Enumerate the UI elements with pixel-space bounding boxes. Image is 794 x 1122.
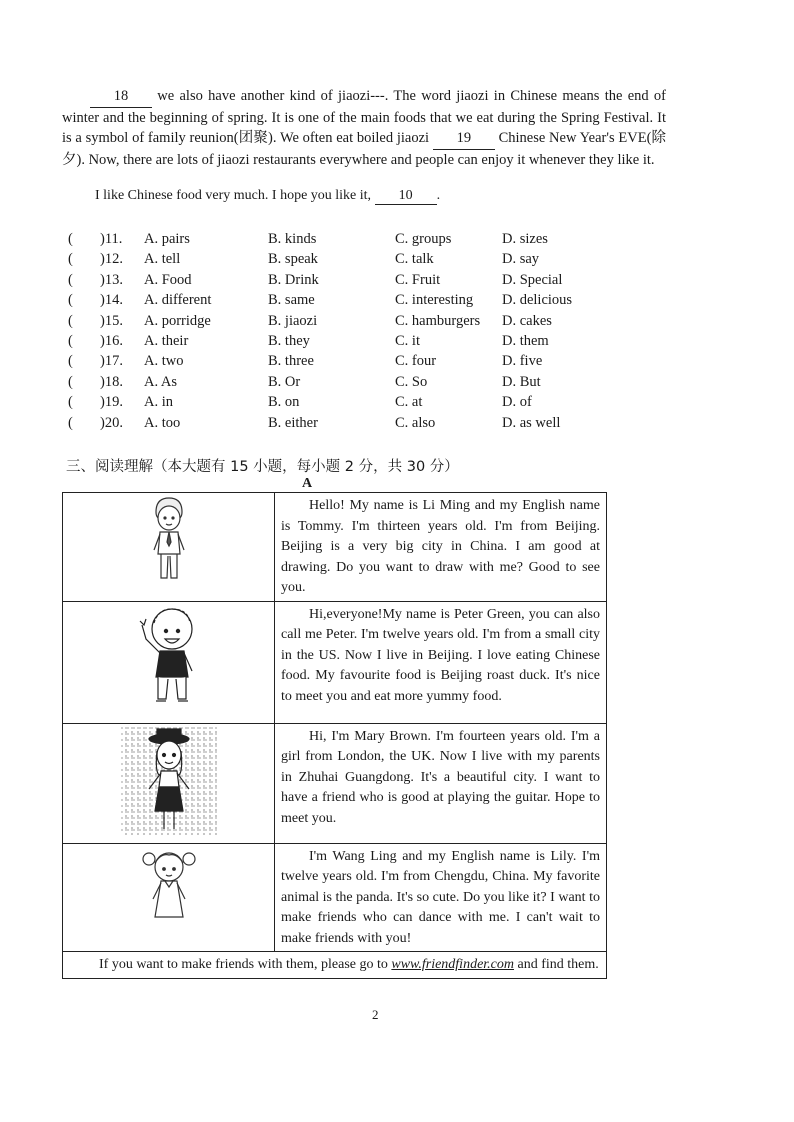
girl-pigtails-cartoon-icon [139,845,199,925]
option-c[interactable]: C. four [395,353,437,370]
question-number: )16. [100,332,123,349]
section-title: 三、阅读理解（本大题有 15 小题，每小题 2 分，共 30 分） [66,459,459,475]
question-number: )20. [100,414,123,431]
profile-text-cell [275,723,607,843]
profile-text-cell [275,843,607,952]
answer-bracket: ( [68,353,73,370]
answer-bracket: ( [68,414,73,431]
option-b[interactable]: B. Drink [268,271,319,288]
option-b[interactable]: B. jiaozi [268,312,318,329]
profile-picture-cell [63,843,275,952]
option-a[interactable]: A. Food [144,271,192,288]
profile-text-peter-green: Hi,everyone!My name is Peter Green, you can also call me Peter. I'm twelve years old. I'm from a small city in the US. Now I live in Beijing. I love eating Chinese food. My favourite food is Beijing roast duck. It's nice to meet you and eat more yummy food. [281,606,600,704]
option-d[interactable]: D. say [502,251,540,268]
cloze-paragraph [62,86,666,170]
option-b[interactable]: B. kinds [268,231,317,247]
question-number: )12. [100,251,123,268]
profile-text-cell [275,493,607,602]
option-b[interactable]: B. they [268,332,310,349]
question-row [68,251,608,271]
closing-period: . [436,188,441,203]
profile-picture-cell [63,601,275,723]
option-d[interactable]: D. Special [502,271,563,288]
waving-boy-cartoon-icon [134,603,204,715]
profiles-footer [63,952,607,979]
question-row [68,333,608,353]
option-d[interactable]: D. as well [502,414,561,431]
option-a[interactable]: A. in [144,394,173,411]
option-a[interactable]: A. porridge [144,312,211,329]
option-d[interactable]: D. of [502,394,532,411]
option-c[interactable]: C. at [395,394,423,411]
page-number: 2 [372,1007,379,1022]
option-d[interactable]: D. cakes [502,312,552,329]
friendfinder-link[interactable]: www.friendfinder.com [391,957,515,972]
question-number: )15. [100,312,123,329]
option-b[interactable]: B. same [268,292,315,309]
profile-row-wang-ling [63,843,607,952]
profiles-footer-row [63,952,607,979]
option-c[interactable]: C. also [395,414,436,431]
answer-bracket: ( [68,312,73,329]
question-row [68,415,608,435]
choice-list [68,231,608,435]
question-row [68,292,608,312]
option-c[interactable]: C. hamburgers [395,312,481,329]
option-d[interactable]: D. But [502,373,541,390]
option-d[interactable]: D. delicious [502,292,573,309]
option-a[interactable]: A. different [144,292,212,309]
option-a[interactable]: A. pairs [144,231,190,247]
blank-19: 19 [433,128,495,150]
option-a[interactable]: A. their [144,332,189,349]
question-row [68,313,608,333]
blank-10: 10 [375,188,437,205]
question-number: )17. [100,353,123,370]
answer-bracket: ( [68,292,73,309]
option-d[interactable]: D. sizes [502,231,548,247]
option-b[interactable]: B. Or [268,373,301,390]
option-c[interactable]: C. it [395,332,420,349]
cloze-text-part1: we also have another kind of jiaozi---. The word jiaozi in Chinese means the end of winter and the beginning of spring. It is one of the main foods that we eat during the Spring Festival. It is a symbol of family reunion(团聚). We often eat boiled jiaozi [62,88,667,146]
question-row [68,272,608,292]
footer-text-b: and find them. [517,957,599,972]
option-c[interactable]: C. talk [395,251,434,268]
cloze-text-part2: Chinese New Year's EVE(除夕). Now, there are lots of jiaozi restaurants everywhere and people can enjoy it whenever they like it. [62,130,667,168]
question-row [68,353,608,373]
profile-text-mary-brown: Hi, I'm Mary Brown. I'm fourteen years old. I'm a girl from London, the UK. Now I live with my parents in Zhuhai Guangdong. It's a beautiful city. I want to have a friend who is good at playing the guitar. Hope to meet you. [281,728,600,826]
option-c[interactable]: C. Fruit [395,271,441,288]
option-a[interactable]: A. tell [144,251,181,268]
profiles-table [62,492,607,979]
option-c[interactable]: C. So [395,373,428,390]
profile-text-cell [275,601,607,723]
question-number: )11. [100,231,123,247]
answer-bracket: ( [68,271,73,288]
profile-text-wang-ling: I'm Wang Ling and my English name is Lily. I'm twelve years old. I'm from Chengdu, China. My favorite animal is the panda. It's so cute. Do you like it? I want to make friends who can dance with me. I can't wait to make friends with you! [281,848,600,946]
blank-18: 18 [90,86,152,108]
option-a[interactable]: A. too [144,414,181,431]
closing-line [95,188,440,205]
profile-row-peter-green [63,601,607,723]
answer-bracket: ( [68,231,73,247]
option-b[interactable]: B. on [268,394,300,411]
question-number: )19. [100,394,123,411]
question-row [68,374,608,394]
option-a[interactable]: A. As [144,373,178,390]
option-d[interactable]: D. five [502,353,543,370]
answer-bracket: ( [68,373,73,390]
question-number: )18. [100,373,123,390]
boy-cartoon-icon [144,494,194,586]
option-b[interactable]: B. either [268,414,318,431]
profile-text-li-ming: Hello! My name is Li Ming and my English name is Tommy. I'm thirteen years old. I'm from Beijing. Beijing is a very big city in China. I am good at drawing. Do you want to draw with me? Good to see you. [281,498,600,595]
question-number: )13. [100,271,123,288]
option-a[interactable]: A. two [144,353,184,370]
closing-text: I like Chinese food very much. I hope you like it, [95,188,372,203]
profile-picture-cell [63,493,275,602]
answer-bracket: ( [68,332,73,349]
option-c[interactable]: C. groups [395,231,452,247]
option-d[interactable]: D. them [502,332,549,349]
option-b[interactable]: B. speak [268,251,318,268]
question-number: )14. [100,292,123,309]
passage-letter: A [302,476,313,491]
option-b[interactable]: B. three [268,353,314,370]
footer-text-a: If you want to make friends with them, please go to [99,957,388,972]
girl-with-hat-cartoon-icon [119,725,219,837]
answer-bracket: ( [68,394,73,411]
question-row [68,231,608,251]
question-row [68,394,608,414]
option-c[interactable]: C. interesting [395,292,474,309]
profile-row-mary-brown [63,723,607,843]
answer-bracket: ( [68,251,73,268]
profile-row-li-ming [63,493,607,602]
profile-picture-cell [63,723,275,843]
